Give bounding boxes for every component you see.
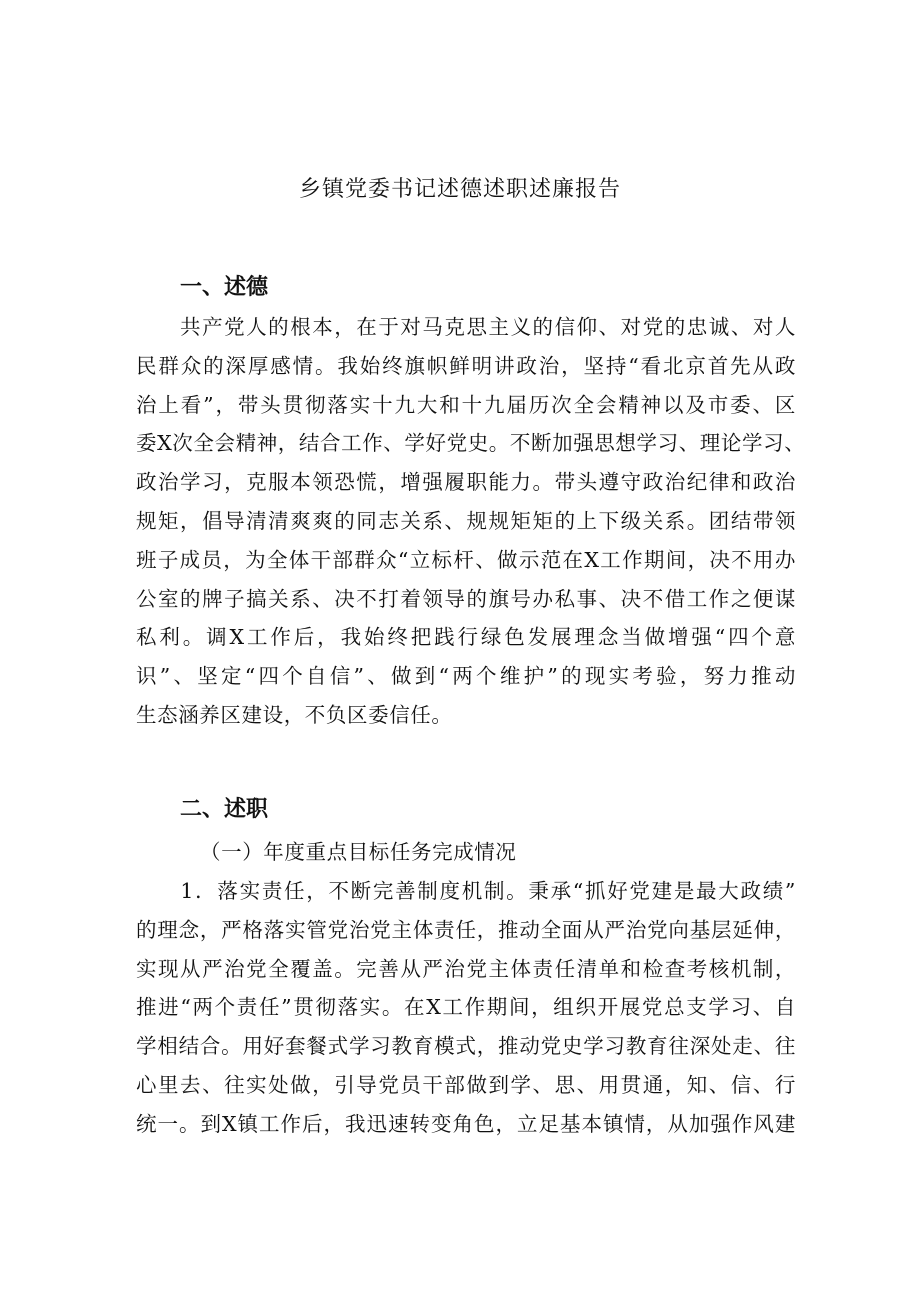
text-line: 公室的牌子搞关系、决不打着领导的旗号办私事、决不借工作之便谋: [136, 586, 796, 611]
text-line: 民群众的深厚感情。我始终旗帜鲜明讲政治，坚持“看北京首先从政: [136, 353, 796, 378]
text-line: 生态涵养区建设，不负区委信任。: [136, 702, 453, 727]
text-line: 规矩，倡导清清爽爽的同志关系、规规矩矩的上下级关系。团结带领: [136, 508, 796, 533]
subsection-heading: （一）年度重点目标任务完成情况: [200, 840, 517, 864]
section-body-morality: [136, 308, 806, 735]
text-line: 私利。调X工作后，我始终把践行绿色发展理念当做增强“四个意: [136, 625, 796, 650]
text-line: 共产党人的根本，在于对马克思主义的信仰、对党的忠诚、对人: [136, 315, 796, 339]
section-heading-morality: 一、述德: [180, 275, 269, 300]
text-line: 心里去、往实处做，引导党员干部做到学、思、用贯通，知、信、行: [136, 1072, 796, 1097]
text-line: 统一。到X镇工作后，我迅速转变角色，立足基本镇情，从加强作风建: [136, 1111, 796, 1136]
document-title: 乡镇党委书记述德述职述廉报告: [298, 177, 621, 202]
text-line: 政治学习，克服本领恐慌，增强履职能力。带头遵守政治纪律和政治: [136, 470, 796, 495]
text-line: 识”、坚定“四个自信”、做到“两个维护”的现实考验，努力推动: [136, 664, 796, 689]
text-line: 班子成员，为全体干部群众“立标杆、做示范在X工作期间，决不用办: [136, 547, 796, 572]
text-line: 学相结合。用好套餐式学习教育模式，推动党史学习教育往深处走、往: [136, 1034, 796, 1059]
text-line: 推进“两个责任”贯彻落实。在X工作期间，组织开展党总支学习、自: [136, 995, 796, 1020]
text-line: 1．落实责任，不断完善制度机制。秉承“抓好党建是最大政绩”: [136, 879, 796, 903]
text-line: 委X次全会精神，结合工作、学好党史。不断加强思想学习、理论学习、: [136, 431, 806, 456]
section-body-duties: [136, 872, 796, 1144]
text-line: 实现从严治党全覆盖。完善从严治党主体责任清单和检查考核机制，: [136, 956, 796, 981]
text-line: 治上看”，带头贯彻落实十九大和十九届历次全会精神以及市委、区: [136, 392, 796, 417]
section-heading-duties: 二、述职: [180, 797, 269, 822]
text-line: 的理念，严格落实管党治党主体责任，推动全面从严治党向基层延伸，: [136, 917, 796, 942]
